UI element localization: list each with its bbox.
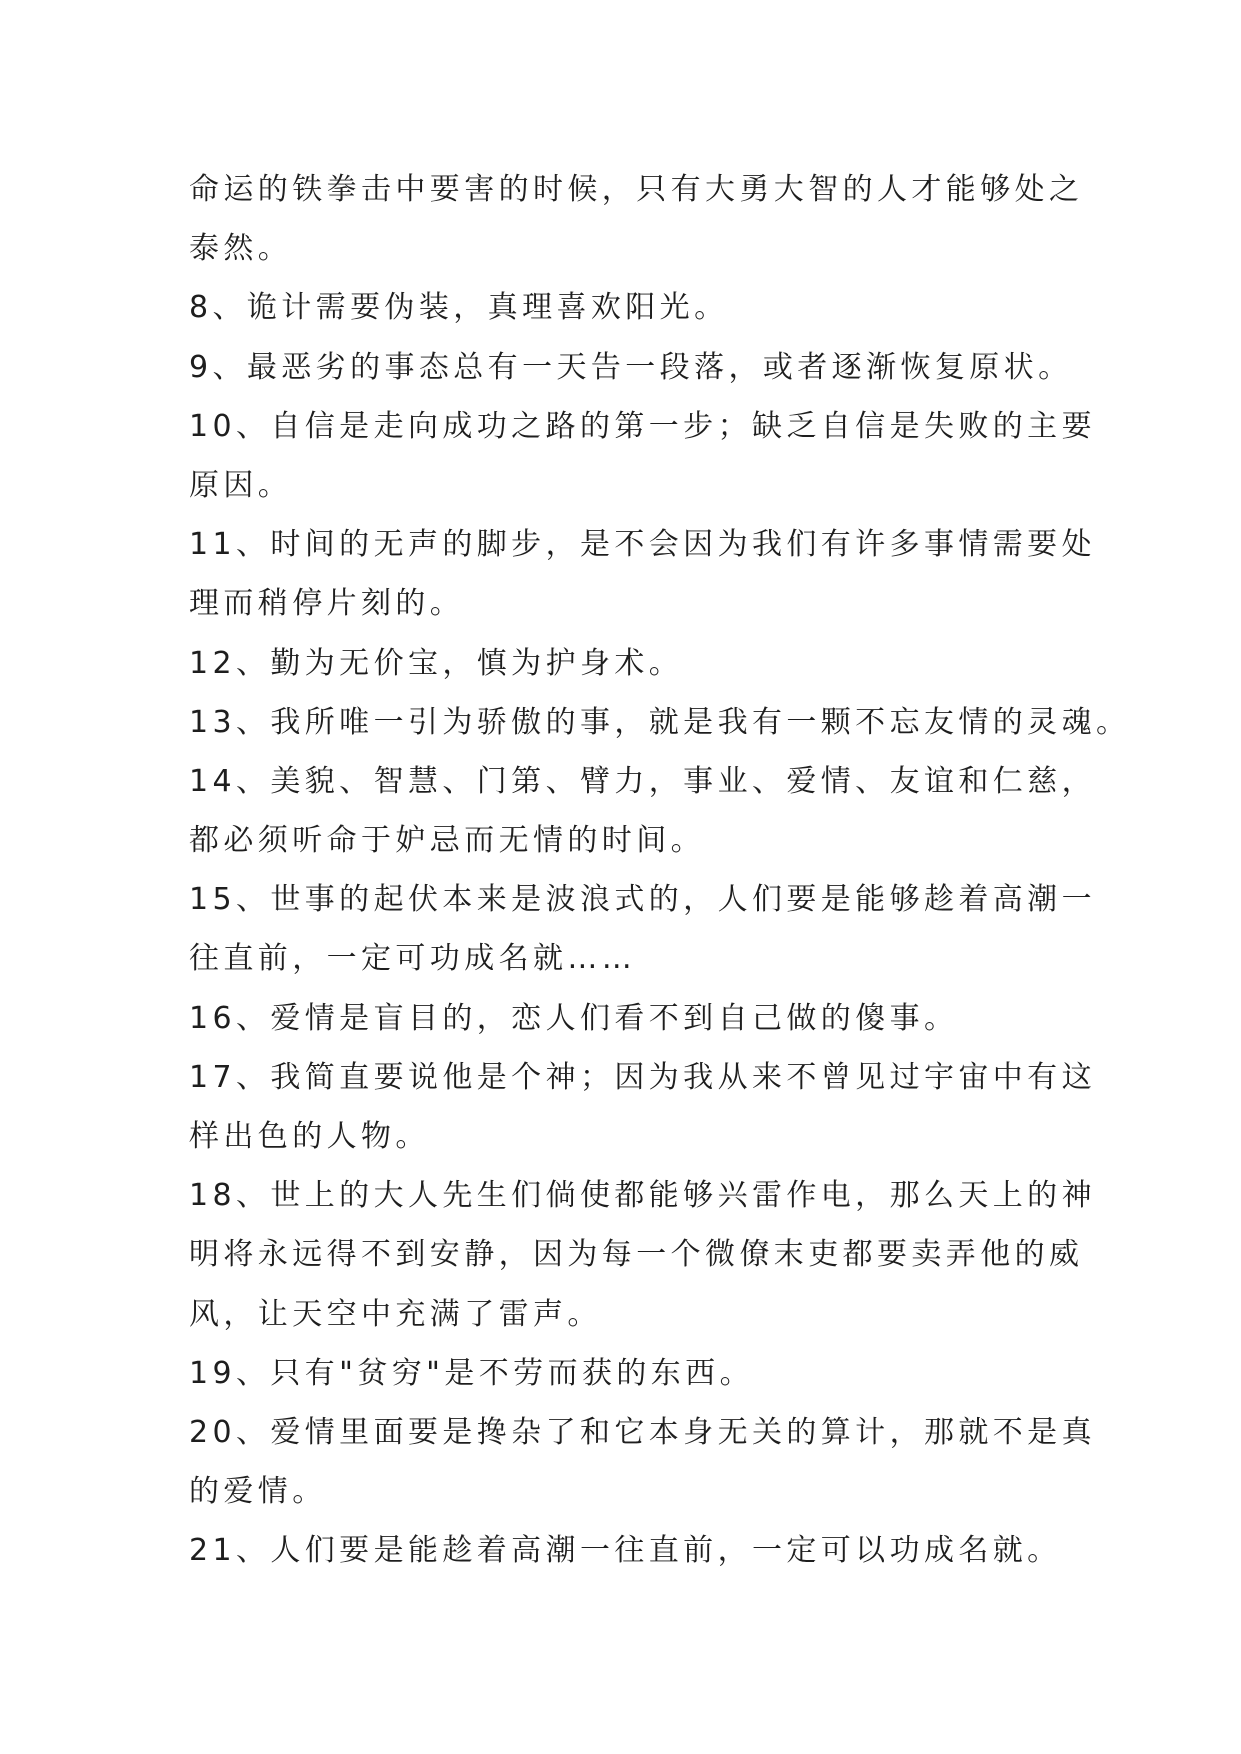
text-line: 19、只有"贫穷"是不劳而获的东西。 (189, 1355, 754, 1391)
text-line: 命运的铁拳击中要害的时候，只有大勇大智的人才能够处之 (189, 172, 1084, 207)
text-line: 11、时间的无声的脚步，是不会因为我们有许多事情需要处 (189, 527, 1096, 563)
text-line: 12、勤为无价宝，慎为护身术。 (189, 645, 684, 681)
text-line: 20、爱情里面要是搀杂了和它本身无关的算计，那就不是真 (189, 1414, 1096, 1450)
text-line: 16、爱情是盲目的，恋人们看不到自己做的傻事。 (189, 1000, 959, 1036)
text-line: 理而稍停片刻的。 (189, 586, 465, 622)
text-line: 18、世上的大人先生们倘使都能够兴雷作电，那么天上的神 (189, 1178, 1096, 1214)
text-line: 13、我所唯一引为骄傲的事，就是我有一颗不忘友情的灵魂。 (189, 704, 1131, 740)
text-line: 14、美貌、智慧、门第、臂力，事业、爱情、友谊和仁慈， (189, 763, 1096, 799)
text-line: 都必须听命于妒忌而无情的时间。 (189, 823, 705, 859)
text-line: 往直前，一定可功成名就…… (189, 941, 637, 977)
text-line: 15、世事的起伏本来是波浪式的，人们要是能够趁着高潮一 (189, 882, 1096, 918)
text-line: 风，让天空中充满了雷声。 (189, 1296, 602, 1332)
text-line: 样出色的人物。 (189, 1119, 430, 1154)
text-line: 泰然。 (189, 231, 293, 267)
text-line: 21、人们要是能趁着高潮一往直前，一定可以功成名就。 (189, 1533, 1062, 1569)
text-line: 9、最恶劣的事态总有一天告一段落，或者逐渐恢复原状。 (189, 349, 1073, 385)
text-line: 8、诡计需要伪装，真理喜欢阳光。 (189, 290, 729, 326)
text-line: 10、自信是走向成功之路的第一步；缺乏自信是失败的主要 (189, 408, 1096, 444)
text-line: 17、我简直要说他是个神；因为我从来不曾见过宇宙中有这 (189, 1059, 1096, 1095)
text-line: 明将永远得不到安静，因为每一个微僚末吏都要卖弄他的威 (189, 1237, 1084, 1273)
text-line: 原因。 (189, 467, 293, 503)
document-body (189, 160, 1131, 1581)
text-line: 的爱情。 (189, 1474, 327, 1510)
